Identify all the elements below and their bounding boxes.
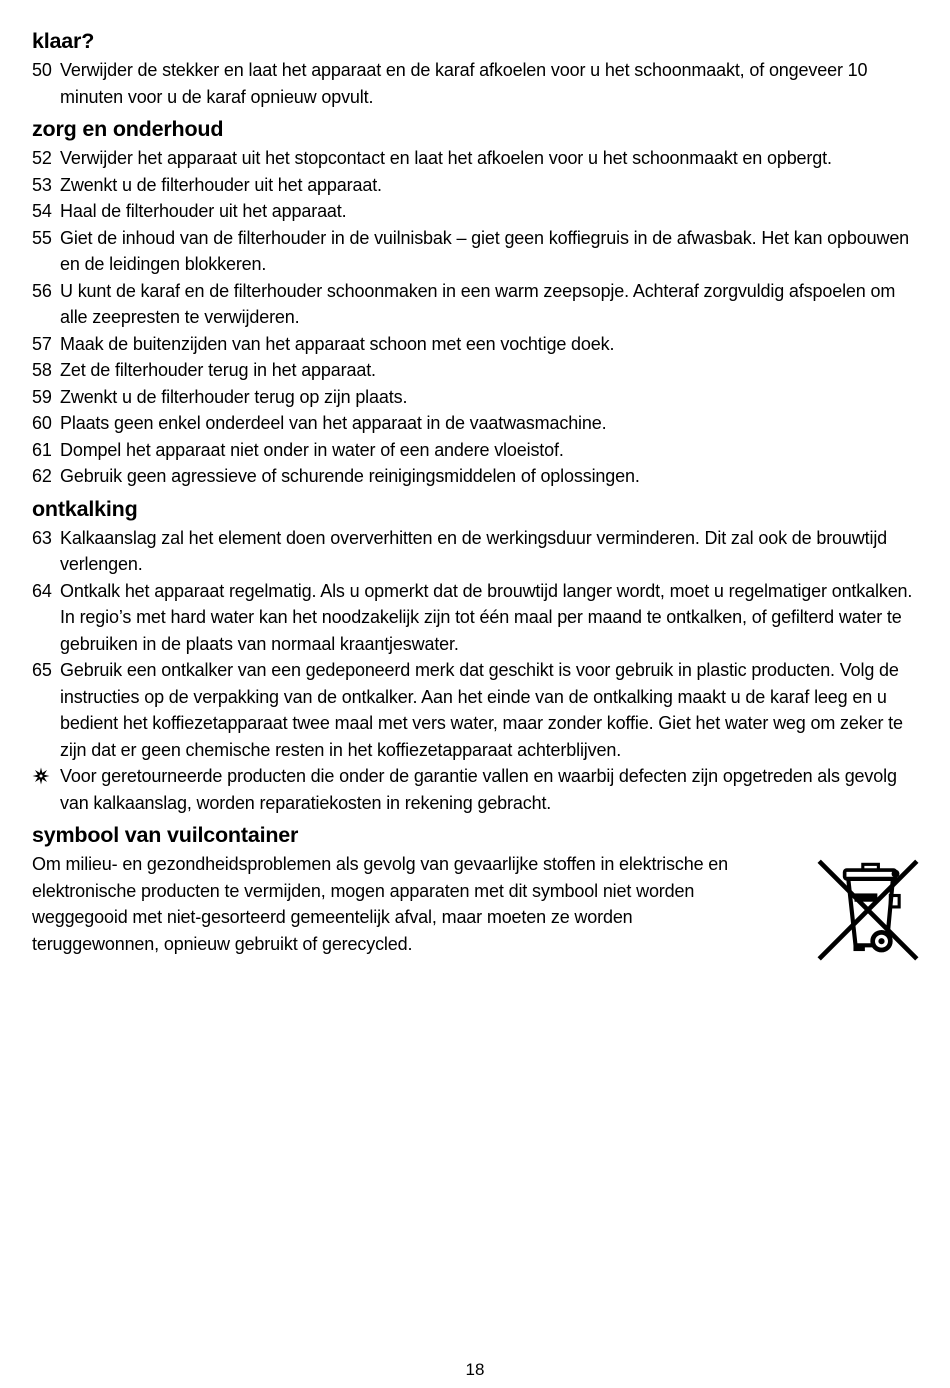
list-item [32,198,920,225]
item-text: Giet de inhoud van de filterhouder in de vuilnisbak – giet geen koffiegruis in de afwasbak. Het kan opbouwen en de leidingen blokkeren. [60,227,910,274]
list-item [32,525,920,578]
item-number: 58 [32,360,52,380]
item-text: Dompel het apparaat niet onder in water of een andere vloeistof. [60,439,564,460]
item-text: Verwijder het apparaat uit het stopcontact en laat het afkoelen voor u het schoonmaakt en opbergt. [60,148,832,168]
list-item [32,410,920,437]
item-number: 60 [32,413,52,433]
item-text: Haal de filterhouder uit het apparaat. [60,201,347,221]
item-text: Zwenkt u de filterhouder uit het apparaat. [60,174,382,195]
item-text: Verwijder de stekker en laat het apparaat en de karaf afkoelen voor u het schoonmaakt, of ongeveer 10 minuten voor u de karaf opnieuw opvult. [60,60,868,107]
item-number: 61 [32,439,52,460]
list-item [32,657,920,763]
item-text: Maak de buitenzijden van het apparaat schoon met een vochtige doek. [60,333,615,354]
item-number: 59 [32,386,52,407]
item-number: 50 [32,60,52,80]
item-text: Plaats geen enkel onderdeel van het apparaat in de vaatwasmachine. [60,413,607,433]
section-symbool-vuilcontainer [32,820,920,963]
burst-star-icon [32,763,60,816]
item-number: 65 [32,660,52,680]
section-heading: zorg en onderhoud [32,117,224,141]
item-number: 55 [32,227,52,248]
list-item [32,278,920,331]
list-item [32,357,920,384]
list-item [32,437,920,464]
item-text: Kalkaanslag zal het element doen oververhitten en de werkingsduur verminderen. Dit zal ook de brouwtijd verlengen. [60,527,888,574]
section-heading: klaar? [32,29,95,53]
section-ontkalking [32,494,920,817]
list-item [32,384,920,411]
list-item [32,172,920,199]
item-text: Ontkalk het apparaat regelmatig. Als u opmerkt dat de brouwtijd langer wordt, moet u regelmatiger ontkalken. In regio’s met hard water kan het noodzakelijk zijn tot één maal per maand te ontkalken, of gefilterd water te gebruiken in de plaats van normaal kraantjeswater. [60,580,913,654]
list-item [32,145,920,172]
item-text: Zwenkt u de filterhouder terug op zijn plaats. [60,386,408,407]
section-heading: symbool van vuilcontainer [32,823,299,847]
page-number: 18 [465,1360,485,1379]
list-item [32,578,920,658]
item-number: 54 [32,201,52,221]
item-number: 63 [32,527,52,548]
item-text: Zet de filterhouder terug in het apparaat. [60,360,376,380]
list-item [32,331,920,358]
list-item [32,763,920,816]
section-paragraph: Om milieu- en gezondheidsproblemen als gevolg van gevaarlijke stoffen in elektrische en elektronische producten te vermijden, mogen apparaten met dit symbool niet worden weggegooid met niet-gesorteerd gemeentelijk afval, maar moeten ze worden teruggewonnen, opnieuw gebruikt of gerecycled. [32,854,729,954]
item-text: Gebruik geen agressieve of schurende reinigingsmiddelen of oplossingen. [60,466,640,486]
item-text: Gebruik een ontkalker van een gedeponeerd merk dat geschikt is voor gebruik in plastic producten. Volg de instructies op de verpakking van de ontkalker. Aan het einde van de ontkalking maakt u de karaf leeg en u bedient het koffiezetapparaat twee maal met vers water, maar zonder koffie. Giet het water weg om zeker te zijn dat er geen chemische resten in het koffiezetapparaat achterblijven. [60,660,903,760]
item-number: 53 [32,174,52,195]
symbol-row [32,851,920,963]
section-heading: ontkalking [32,496,138,521]
item-number: 64 [32,580,52,601]
item-number: 62 [32,466,52,486]
item-number: 57 [32,333,52,354]
item-number: 56 [32,280,52,301]
item-text: U kunt de karaf en de filterhouder schoonmaken in een warm zeepsopje. Achteraf zorgvuldig afspoelen om alle zeepresten te verwijderen. [60,280,896,327]
item-number: 52 [32,148,52,168]
section-klaar [32,26,920,110]
item-text: Voor geretourneerde producten die onder de garantie vallen en waarbij defecten zijn opgetreden als gevolg van kalkaanslag, worden reparatiekosten in rekening gebracht. [60,766,897,813]
list-item [32,225,920,278]
weee-crossed-out-wheelie-bin-icon [816,855,920,963]
section-zorg-en-onderhoud [32,114,920,490]
list-item [32,57,920,110]
list-item [32,463,920,490]
